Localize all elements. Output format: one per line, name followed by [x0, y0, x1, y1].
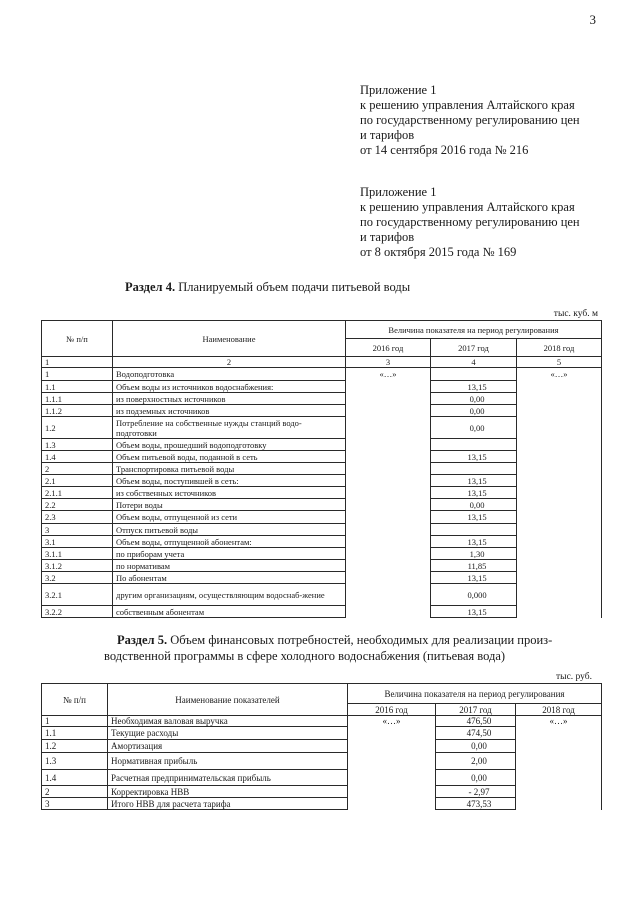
- appendix-line: Приложение 1: [360, 185, 437, 199]
- value-2017-cell: 473,53: [436, 798, 516, 810]
- appendix-line: и тарифов: [360, 128, 415, 142]
- row-name-cell: Транспортировка питьевой воды: [113, 463, 346, 475]
- section4-title: [125, 279, 410, 295]
- value-2016-cell: [348, 798, 436, 810]
- value-2017-cell: 13,15: [431, 475, 517, 487]
- value-2016-cell: [346, 417, 431, 439]
- table-row: [42, 770, 602, 786]
- table-row: [42, 524, 602, 536]
- appendix-previous-block: [360, 185, 630, 260]
- value-2016-cell: [346, 606, 431, 618]
- row-number-cell: 3.1: [42, 536, 113, 548]
- value-2016-cell: [346, 560, 431, 572]
- table-row: [42, 572, 602, 584]
- table-row: [42, 393, 602, 405]
- section4-table: [41, 320, 602, 618]
- col-number: 3: [346, 357, 431, 368]
- header-period: Величина показателя на период регулирования: [348, 684, 602, 704]
- header-name: Наименование показателей: [108, 684, 348, 716]
- col-number: 2: [113, 357, 346, 368]
- row-number-cell: 2.2: [42, 499, 113, 511]
- value-2016-cell: «…»: [348, 716, 436, 727]
- value-2016-cell: [348, 786, 436, 798]
- table-row: [42, 727, 602, 740]
- row-number-cell: 2: [42, 786, 108, 798]
- value-2018-cell: [517, 487, 602, 499]
- row-name-cell: Объем воды, отпущенной из сети: [113, 511, 346, 524]
- header-period: Величина показателя на период регулирования: [346, 321, 602, 339]
- appendix-current-block: [360, 83, 630, 158]
- value-2018-cell: [517, 548, 602, 560]
- value-2016-cell: [346, 524, 431, 536]
- value-2018-cell: [516, 753, 602, 770]
- row-name-cell: из собственных источников: [113, 487, 346, 499]
- section4-title-text: Планируемый объем подачи питьевой воды: [175, 280, 411, 294]
- row-number-cell: 3.1.1: [42, 548, 113, 560]
- header-2018: 2018 год: [517, 339, 602, 357]
- value-2018-cell: [517, 463, 602, 475]
- value-2018-cell: [517, 536, 602, 548]
- header-2017: 2017 год: [436, 704, 516, 716]
- table-row: [42, 511, 602, 524]
- appendix-line: от 8 октября 2015 года № 169: [360, 245, 517, 259]
- value-2018-cell: [517, 560, 602, 572]
- table-row: [42, 584, 602, 606]
- value-2016-cell: [346, 499, 431, 511]
- table-row: [42, 368, 602, 381]
- header-num: № п/п: [42, 684, 108, 716]
- table-row: [42, 536, 602, 548]
- header-2016: 2016 год: [346, 339, 431, 357]
- table-row: [42, 417, 602, 439]
- row-name-cell: Необходимая валовая выручка: [108, 716, 348, 727]
- appendix-line: по государственному регулированию цен: [360, 113, 580, 127]
- row-name-cell: Объем воды, отпущенной абонентам:: [113, 536, 346, 548]
- row-name-cell: Объем воды, прошедший водоподготовку: [113, 439, 346, 451]
- row-name-cell: Корректировка НВВ: [108, 786, 348, 798]
- value-2016-cell: [346, 511, 431, 524]
- appendix-line: Приложение 1: [360, 83, 437, 97]
- appendix-line: к решению управления Алтайского края: [360, 200, 575, 214]
- row-name-cell: Потери воды: [113, 499, 346, 511]
- value-2016-cell: [346, 451, 431, 463]
- table-row: [42, 798, 602, 810]
- table-row: [42, 499, 602, 511]
- value-2017-cell: 0,000: [431, 584, 517, 606]
- appendix-line: от 14 сентября 2016 года № 216: [360, 143, 529, 157]
- col-number: 4: [431, 357, 517, 368]
- row-number-cell: 2.1: [42, 475, 113, 487]
- row-number-cell: 1.4: [42, 770, 108, 786]
- table-row: [42, 753, 602, 770]
- row-number-cell: 2: [42, 463, 113, 475]
- appendix-line: и тарифов: [360, 230, 415, 244]
- table-row: [42, 475, 602, 487]
- table-row: [42, 560, 602, 572]
- row-number-cell: 3.2: [42, 572, 113, 584]
- row-name-cell: Нормативная прибыль: [108, 753, 348, 770]
- value-2018-cell: [517, 393, 602, 405]
- row-name-cell: Расчетная предпринимательская прибыль: [108, 770, 348, 786]
- value-2018-cell: [517, 381, 602, 393]
- row-number-cell: 1.1: [42, 727, 108, 740]
- value-2018-cell: [516, 786, 602, 798]
- header-2016: 2016 год: [348, 704, 436, 716]
- value-2017-cell: 0,00: [431, 393, 517, 405]
- value-2016-cell: [346, 393, 431, 405]
- table-row: [42, 548, 602, 560]
- value-2018-cell: [516, 727, 602, 740]
- row-name-cell: собственным абонентам: [113, 606, 346, 618]
- value-2018-cell: [516, 740, 602, 753]
- table-row: [42, 487, 602, 499]
- row-number-cell: 1.1.2: [42, 405, 113, 417]
- value-2016-cell: [348, 753, 436, 770]
- value-2016-cell: [346, 536, 431, 548]
- value-2016-cell: [346, 463, 431, 475]
- value-2018-cell: «…»: [517, 368, 602, 381]
- table-row: [42, 451, 602, 463]
- value-2017-cell: 13,15: [431, 487, 517, 499]
- value-2017-cell: 0,00: [431, 417, 517, 439]
- value-2017-cell: 13,15: [431, 451, 517, 463]
- col-number: 5: [517, 357, 602, 368]
- row-number-cell: 1.3: [42, 753, 108, 770]
- value-2017-cell: 13,15: [431, 572, 517, 584]
- value-2018-cell: [517, 499, 602, 511]
- header-2017: 2017 год: [431, 339, 517, 357]
- row-name-cell: Потребление на собственные нужды станций водо-подготовки: [113, 417, 346, 439]
- value-2018-cell: [517, 405, 602, 417]
- col-number: 1: [42, 357, 113, 368]
- row-name-cell: По абонентам: [113, 572, 346, 584]
- row-name-cell: Объем воды из источников водоснабжения:: [113, 381, 346, 393]
- table-row: [42, 381, 602, 393]
- value-2016-cell: [346, 487, 431, 499]
- row-number-cell: 1.3: [42, 439, 113, 451]
- header-2018: 2018 год: [516, 704, 602, 716]
- row-name-cell: из поверхностных источников: [113, 393, 346, 405]
- table-row: [42, 405, 602, 417]
- value-2017-cell: 13,15: [431, 606, 517, 618]
- row-number-cell: 3.1.2: [42, 560, 113, 572]
- value-2017-cell: 474,50: [436, 727, 516, 740]
- row-number-cell: 2.1.1: [42, 487, 113, 499]
- value-2016-cell: [346, 405, 431, 417]
- value-2017-cell: 0,00: [436, 770, 516, 786]
- row-name-cell: Итого НВВ для расчета тарифа: [108, 798, 348, 810]
- row-name-cell: по приборам учета: [113, 548, 346, 560]
- table-row: [42, 716, 602, 727]
- value-2018-cell: [517, 524, 602, 536]
- section5-title-text: Объем финансовых потребностей, необходимых для реализации произ-: [167, 633, 553, 647]
- appendix-line: к решению управления Алтайского края: [360, 98, 575, 112]
- row-number-cell: 1.2: [42, 740, 108, 753]
- value-2016-cell: «…»: [346, 368, 431, 381]
- value-2016-cell: [346, 572, 431, 584]
- value-2017-cell: [431, 524, 517, 536]
- row-number-cell: 1.1: [42, 381, 113, 393]
- value-2018-cell: [517, 606, 602, 618]
- row-number-cell: 3.2.1: [42, 584, 113, 606]
- value-2017-cell: 476,50: [436, 716, 516, 727]
- appendix-line: по государственному регулированию цен: [360, 215, 580, 229]
- row-number-cell: 1.4: [42, 451, 113, 463]
- table-row: [42, 463, 602, 475]
- table-row: [42, 439, 602, 451]
- value-2017-cell: 11,85: [431, 560, 517, 572]
- value-2017-cell: 2,00: [436, 753, 516, 770]
- value-2016-cell: [346, 381, 431, 393]
- row-number-cell: 1: [42, 368, 113, 381]
- value-2016-cell: [348, 770, 436, 786]
- value-2018-cell: [516, 798, 602, 810]
- value-2018-cell: [517, 584, 602, 606]
- value-2018-cell: [517, 475, 602, 487]
- value-2017-cell: 0,00: [431, 499, 517, 511]
- value-2016-cell: [346, 548, 431, 560]
- value-2017-cell: 1,30: [431, 548, 517, 560]
- value-2017-cell: 13,15: [431, 381, 517, 393]
- table-row: [42, 606, 602, 618]
- value-2017-cell: 0,00: [436, 740, 516, 753]
- value-2017-cell: 13,15: [431, 536, 517, 548]
- row-number-cell: 1: [42, 716, 108, 727]
- table-row: [42, 786, 602, 798]
- value-2018-cell: [517, 511, 602, 524]
- value-2016-cell: [348, 727, 436, 740]
- value-2018-cell: «…»: [516, 716, 602, 727]
- value-2017-cell: 0,00: [431, 405, 517, 417]
- row-name-cell: Водоподготовка: [113, 368, 346, 381]
- section5-units: тыс. руб.: [556, 672, 592, 682]
- value-2018-cell: [517, 417, 602, 439]
- row-number-cell: 1.1.1: [42, 393, 113, 405]
- value-2017-cell: [431, 439, 517, 451]
- value-2017-cell: 13,15: [431, 511, 517, 524]
- value-2016-cell: [346, 439, 431, 451]
- table-row: [42, 740, 602, 753]
- row-name-cell: Объем питьевой воды, поданной в сеть: [113, 451, 346, 463]
- row-number-cell: 1.2: [42, 417, 113, 439]
- value-2017-cell: [431, 463, 517, 475]
- row-name-cell: Отпуск питьевой воды: [113, 524, 346, 536]
- row-name-cell: по нормативам: [113, 560, 346, 572]
- row-name-cell: из подземных источников: [113, 405, 346, 417]
- value-2018-cell: [516, 770, 602, 786]
- row-name-cell: другим организациям, осуществляющим водоснаб-жение: [113, 584, 346, 606]
- section5-table: [41, 683, 602, 810]
- row-number-cell: 3: [42, 524, 113, 536]
- value-2016-cell: [346, 584, 431, 606]
- value-2018-cell: [517, 572, 602, 584]
- value-2017-cell: [431, 368, 517, 381]
- value-2017-cell: - 2,97: [436, 786, 516, 798]
- section5-title-number: Раздел 5.: [117, 633, 168, 647]
- section4-title-number: Раздел 4.: [125, 280, 176, 294]
- row-number-cell: 3: [42, 798, 108, 810]
- value-2018-cell: [517, 439, 602, 451]
- section5-title: [104, 632, 607, 664]
- value-2016-cell: [348, 740, 436, 753]
- section4-units: тыс. куб. м: [553, 309, 598, 319]
- page-number: 3: [589, 12, 596, 27]
- section5-title-line2: водственной программы в сфере холодного водоснабжения (питьевая вода): [104, 649, 506, 663]
- row-name-cell: Объем воды, поступившей в сеть:: [113, 475, 346, 487]
- row-name-cell: Текущие расходы: [108, 727, 348, 740]
- row-number-cell: 2.3: [42, 511, 113, 524]
- row-number-cell: 3.2.2: [42, 606, 113, 618]
- row-name-cell: Амортизация: [108, 740, 348, 753]
- value-2018-cell: [517, 451, 602, 463]
- header-num: № п/п: [42, 321, 113, 357]
- value-2016-cell: [346, 475, 431, 487]
- header-name: Наименование: [113, 321, 346, 357]
